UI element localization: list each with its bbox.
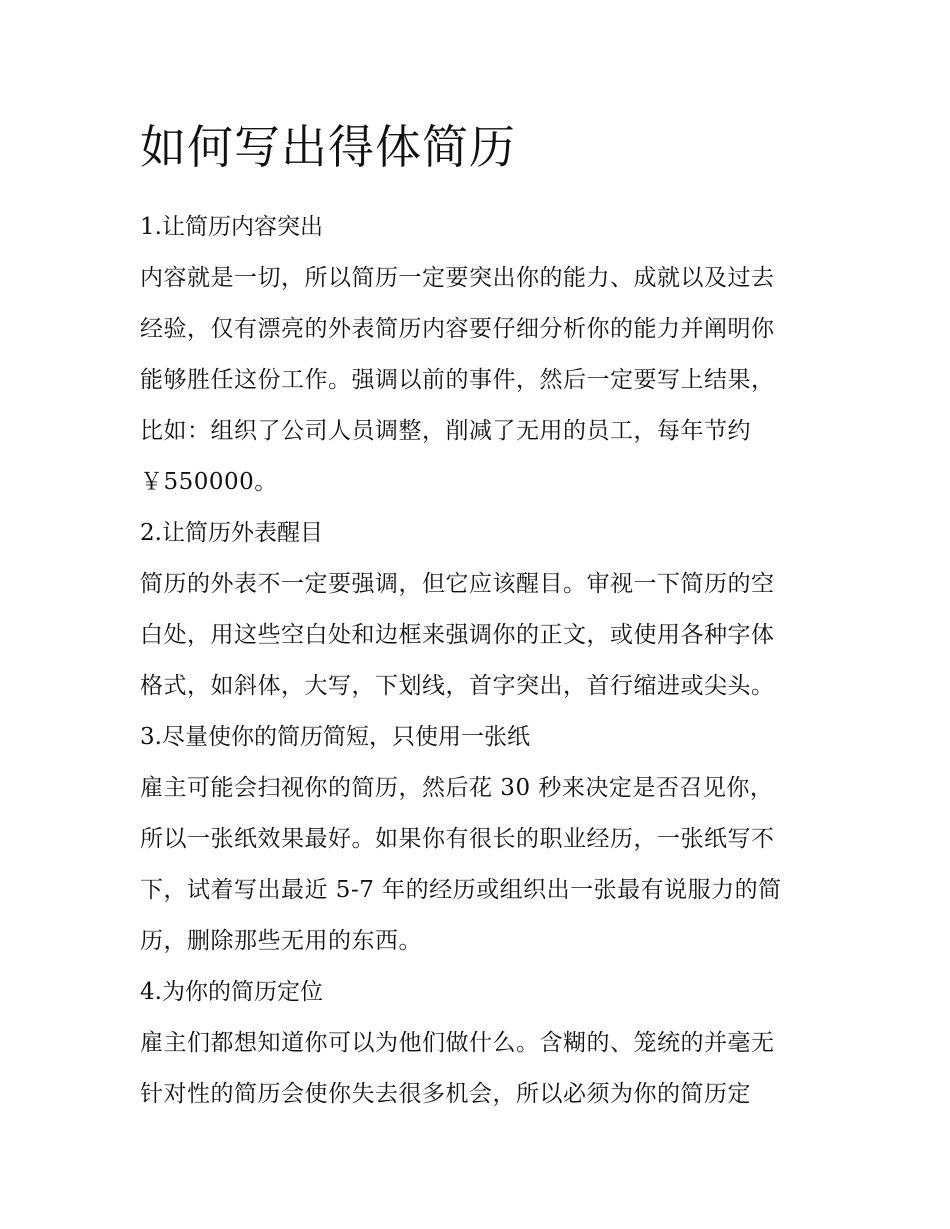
paragraph-line: 内容就是一切，所以简历一定要突出你的能力、成就以及过去	[140, 265, 775, 291]
section-paragraph	[140, 253, 820, 508]
section-heading: 2.让简历外表醒目	[140, 520, 323, 546]
paragraph-line: 所以一张纸效果最好。如果你有很长的职业经历，一张纸写不	[140, 826, 775, 852]
paragraph-line: 格式，如斜体，大写，下划线，首字突出，首行缩进或尖头。	[140, 673, 775, 699]
section-heading: 4.为你的简历定位	[140, 979, 323, 1005]
paragraph-line: 能够胜任这份工作。强调以前的事件，然后一定要写上结果，	[140, 367, 775, 393]
section-paragraph	[140, 559, 820, 712]
section-paragraph	[140, 1018, 820, 1120]
paragraph-line: 比如：组织了公司人员调整，削减了无用的员工，每年节约	[140, 418, 751, 444]
paragraph-line: 雇主们都想知道你可以为他们做什么。含糊的、笼统的并毫无	[140, 1030, 775, 1056]
document-title: 如何写出得体简历	[140, 120, 516, 174]
paragraph-line: 历，删除那些无用的东西。	[140, 928, 422, 954]
paragraph-line: 下，试着写出最近 5-7 年的经历或组织出一张最有说服力的简	[140, 877, 782, 903]
section-paragraph	[140, 763, 820, 967]
paragraph-line: 经验，仅有漂亮的外表简历内容要仔细分析你的能力并阐明你	[140, 316, 775, 342]
section-heading: 1.让简历内容突出	[140, 214, 323, 240]
section-heading: 3.尽量使你的简历简短，只使用一张纸	[140, 724, 530, 750]
paragraph-line: 针对性的简历会使你失去很多机会，所以必须为你的简历定	[140, 1081, 751, 1107]
paragraph-line: 简历的外表不一定要强调，但它应该醒目。审视一下简历的空	[140, 571, 775, 597]
paragraph-line: 雇主可能会扫视你的简历，然后花 30 秒来决定是否召见你，	[140, 775, 774, 801]
paragraph-line: 白处，用这些空白处和边框来强调你的正文，或使用各种字体	[140, 622, 775, 648]
document-page	[140, 112, 820, 1120]
paragraph-line: ￥550000。	[140, 469, 278, 495]
